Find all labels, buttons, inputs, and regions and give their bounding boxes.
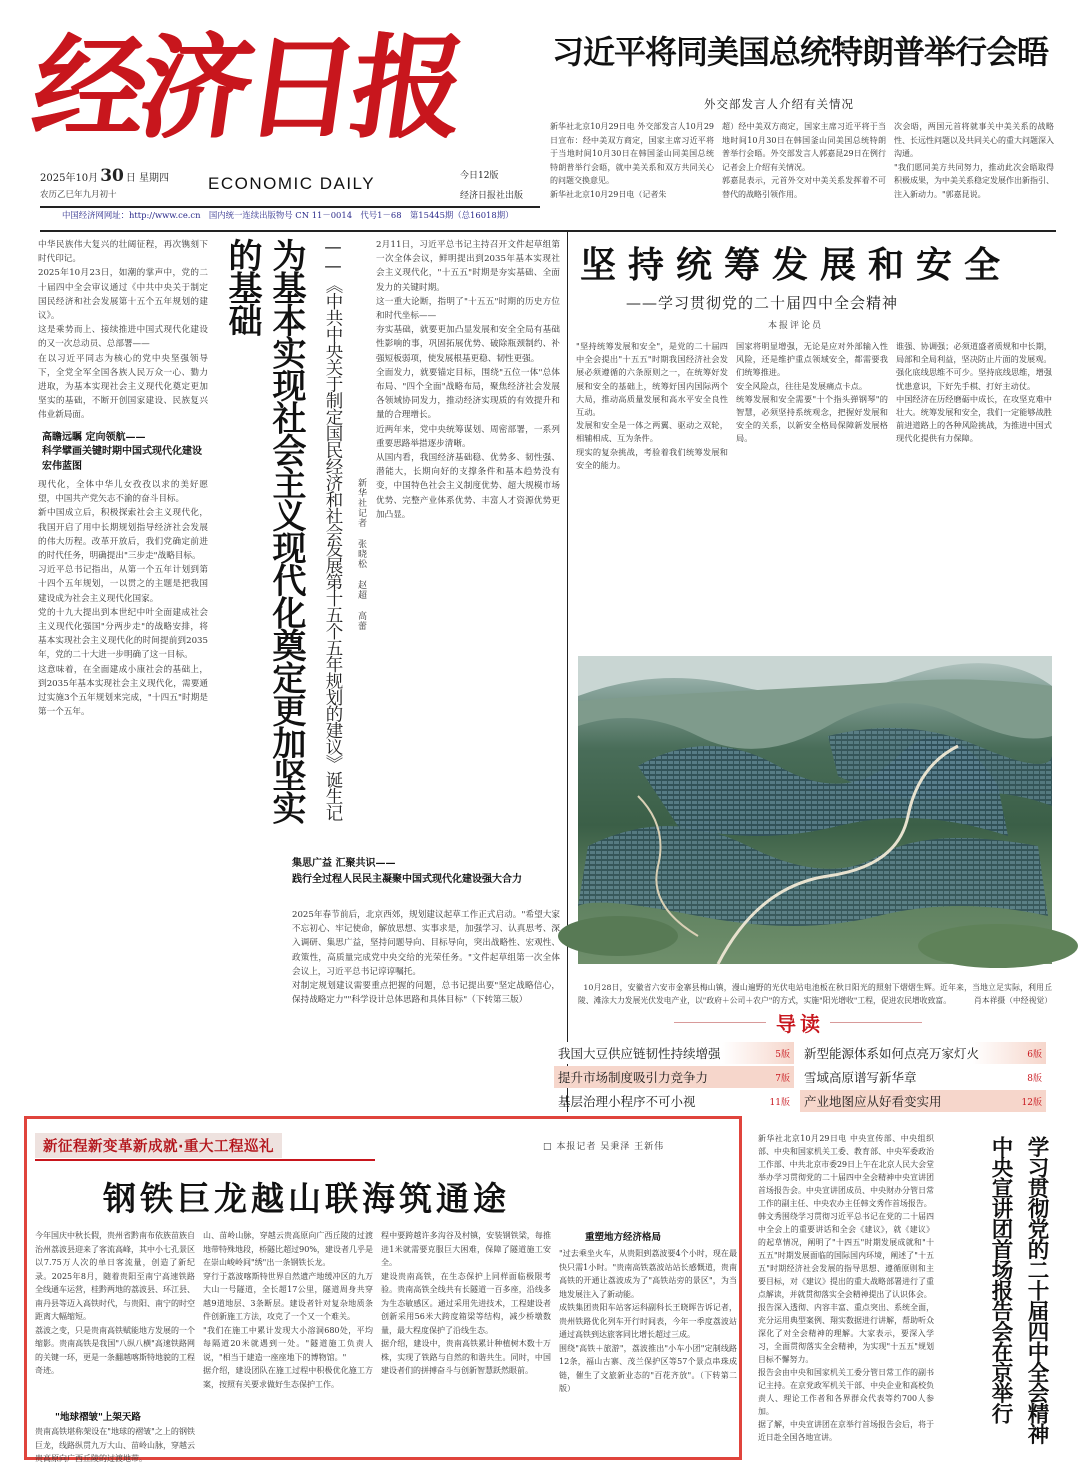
- page-count: 今日12版: [460, 171, 499, 181]
- guide-item[interactable]: 我国大豆供应链韧性持续增强 5版: [554, 1042, 794, 1064]
- report-col1: 新华社北京10月29日电 中央宣传部、中央组织部、中央和国家机关工委、教育部、中央军委政治工作部、中共北京市委29日上午在北京人民大会堂举办学习贯彻党的二十届四中全会精神中央宣讲团首场报告会。中央宣讲团成员、中央财办分管日常工作的副主任、中央农办主任韩文秀作首场报告。 韩文秀围绕学习贯彻习近平总书记在党的二十届四中全会上的重要讲话和全会《建议》，就《建议》的起草情况，阐明了"十四五"时期发展成就和"十五五"时期发展面临的国际国内环境，阐述了"十五五"时期经济社会发展的指导思想、遵循原则和主要目标，对《建议》提出的重大战略部署进行了重点解读，并就贯彻落实全会精神提出了认识体会。 报告深入透彻、内容丰富、重点突出、系统全面，充分运用典型案例、翔实数据进行讲解，帮助听众深化了对全会精神的理解。大家表示，要深入学习，全面贯彻落实全会精神，为实现"十五五"规划目标不懈努力。 报告会由中央和国家机关工委分管日常工作的副书记主持。在京党政军机关干部、中央企业和高校负责人、理论工作者和各界群众代表等约700人参加。 据了解，中央宣讲团在京举行首场报告会后，将于近日赴全国各地宣讲。: [758, 1134, 934, 1442]
- guide-decor: [830, 1022, 922, 1023]
- project-col3: 程中要跨越许多沟谷及村镇，安装钢铁梁，每推进1米就需要克服巨大困难，保障了隧道施工安全。 建设贵南高铁，在生态保护上同样面临极限考验。贵南高铁全线共有长隧道一百多座，沿线多为生态敏感区。通过采用先进技术，工程建设者创新采用56米大跨度箱梁等结构，减少桥墩数量，最大程度保护了沿线生态。 据介绍，建设中，贵南高铁累计种植树木数十万株，实现了铁路与自然的和谐共生。同时，中国建设者们的拼搏奋斗与创新智慧跃然眼前。: [381, 1231, 551, 1375]
- top-story-col2: 超）经中美双方商定，国家主席习近平将于当地时间10月30日在韩国釜山同美国总统特朗普举行会晤。外交部发言人郭嘉昆29日在例行记者会上介绍有关情况。 郭嘉昆表示，元首外交对中美关系发挥着不可替代的战略引领作用。: [722, 122, 886, 199]
- english-name: ECONOMIC DAILY: [208, 174, 376, 193]
- commentary-col2: 国家将明显增强，无论是应对外部输入性风险，还是维护重点领域安全，都需要我们统筹推进。 安全风险点，往往是发展痛点卡点。 统筹发展和安全需要"十个指头弹钢琴"的智慧，必须坚持系统观念，把握好发展和安全的关系，以新安全格局保障新发展格局。: [736, 341, 888, 444]
- project-section1: "地球褶皱"上架天路: [55, 1412, 141, 1423]
- project-headline: 钢铁巨龙越山联海筑通途: [103, 1179, 510, 1218]
- project-col4: "过去乘坐火车，从贵阳到荔波要4个小时，现在最快只需1小时。"贵南高铁荔波站站长感慨道，贵南高铁的开通让荔波成为了"高铁站旁的景区"，为当地发展注入了新动能。 成铁集团贵阳车站客运科副科长王晓晖告诉记者，贵州铁路优化列车开行时间表，今年一季度荔波站通过高铁到达旅客同比增长超过三成。 围绕"高铁＋旅游"，荔波推出"小车小团"定制线路12条，福山古寨、茂兰保护区等57个景点串珠成链，催生了文旅新业态的"百花齐放"。（下转第二版）: [559, 1249, 737, 1393]
- photo-caption: 10月28日，安徽省六安市金寨县梅山镇，漫山遍野的光伏电站电池板在秋日阳光的照射下熠熠生辉。近年来，当地立足实际，利用丘陵、滩涂大力发展光伏发电产业，以"政府＋公司＋农户"的方式，实施"阳光增收"工程，促进农民增收致富。 肖本祥摄（中经视觉）: [578, 983, 1052, 1005]
- lead-headline: 为基本实现社会主义现代化奠定更加坚实的基础: [222, 238, 306, 823]
- lunar-date: 农历乙巳年九月初十: [40, 190, 117, 200]
- lead-feature: [36, 232, 566, 1112]
- info-bar: 中国经济网网址：http://www.ce.cn 国内统一连续出版物号 CN 11－0014 代号1－68 第15445期（总16018期）: [62, 210, 514, 220]
- commentary-headline: 坚持统筹发展和安全: [580, 245, 1013, 286]
- project-col1: 今年国庆中秋长假，贵州省黔南布依族苗族自治州荔波县迎来了客流高峰，其中小七孔景区以7.75万人次的单日客流量，创造了新纪录。2025年8月，随着贵阳至南宁高速铁路全线通车运营，桂黔两地的荔波县、环江县、南丹县等迈入高铁时代，与贵阳、南宁的时空距离大幅缩短。 荔波之变，只是贵南高铁赋能地方发展的一个缩影。贵南高铁是我国"八纵八横"高速铁路网的关键一环，更是一条翻越喀斯特地貌的工程奇迹。: [35, 1231, 195, 1375]
- tag-underline: [35, 1159, 375, 1161]
- top-story: [548, 20, 1056, 220]
- guide-item[interactable]: 产业地图应从好看变实用 12版: [800, 1090, 1046, 1112]
- project-section2: 重塑地方经济格局: [585, 1232, 662, 1243]
- date-line: 2025年10月 30 日 星期四: [40, 166, 170, 186]
- top-story-col1: 新华社北京10月29日电 外交部发言人10月29日宣布：经中美双方商定，国家主席习近平将于当地时间10月30日在韩国釜山同美国总统特朗普举行会晤，就中美关系和双方共同关心的问题交换意见。 新华社北京10月29日电（记者朱: [550, 122, 714, 199]
- commentary-col3: 谁强、协调强；必须道盛者质规和中长期，局部和全局利益，坚决防止片面的发展观。 强化底线思维不可少。坚持底线思维，增强忧患意识，下好先手棋、打好主动仗。 中国经济在历经磨砺中成长，在攻坚克难中壮大。统筹发展和安全，我们一定能够战胜前进道路上的各种风险挑战，为推进中国式现代化提供有力保障。: [896, 341, 1052, 444]
- publisher: 经济日报社出版: [460, 191, 524, 201]
- lead-col2b: 2025年春节前后，北京西郊，规划建议起草工作正式启动。"希望大家不忘初心、牢记使命，解放思想、实事求是，加强学习、认真思考、深入调研、集思广益，坚持问题导向、目标导向，突出战略性、宏观性、政策性，高质量完成党中央交给的光荣任务。"文件起草组第一次全体会议上，习近平总书记谆谆嘱托。 对制定规划建议需要重点把握的问题，总书记提出要"坚定战略信心，保持战略定力""科学设计总体思路和具体目标"（下转第三版）: [292, 910, 560, 1006]
- lead-section2-heading: 集思广益 汇聚共识——: [292, 858, 396, 869]
- solar-farm-photo: [578, 656, 1052, 964]
- lead-col1: 中华民族伟大复兴的壮阔征程，再次镌刻下时代印记。 2025年10月23日，如潮的掌声中，党的二十届四中全会审议通过《中共中央关于制定国民经济和社会发展第十五个五年规划的建议》。 这是乘势而上、接续推进中国式现代化建设的又一次总动员、总部署—— 在以习近平同志为核心的党中央坚强领导下，全党全军全国各族人民万众一心、勠力进取，为基本实现社会主义现代化奠定更加坚实的基础，不断开创国家建设、民族复兴伟业新局面。: [38, 240, 208, 421]
- lead-section1-subheading: 科学擘画关键时期中国式现代化建设宏伟蓝图: [42, 446, 202, 472]
- top-story-headline: 习近平将同美国总统特朗普举行会晤: [552, 33, 1049, 71]
- project-col1b: 贵南高铁堪称架设在"地球的褶皱"之上的钢铁巨龙，线路纵贯九万大山、苗岭山脉，穿越云贵高原向广西丘陵的过渡地带。: [35, 1427, 195, 1463]
- major-project-feature: [24, 1116, 742, 1463]
- guide-item[interactable]: 新型能源体系如何点亮万家灯火 6版: [800, 1042, 1046, 1064]
- lead-section1-heading: 高瞻远瞩 定向领航——: [42, 432, 146, 443]
- report-story: [756, 1122, 1056, 1462]
- guide-title: 导读: [776, 1012, 824, 1036]
- project-byline: □ 本报记者 吴秉泽 王新伟: [543, 1142, 665, 1152]
- guide-item[interactable]: 提升市场制度吸引力竞争力 7版: [554, 1066, 794, 1088]
- guide-item[interactable]: 雪域高原谱写新华章 8版: [804, 1070, 1042, 1085]
- commentary-subheadline: ——学习贯彻党的二十届四中全会精神: [626, 294, 899, 312]
- project-col2: 山、苗岭山脉，穿越云贵高原向广西丘陵的过渡地带特殊地段，桥隧比超过90%，建设者几乎是在崇山峻岭间"绣"出一条钢铁长龙。 穿行于荔波喀斯特世界自然遗产地缓冲区的九万大山一号隧道，全长超17公里，隧道周身共穿越9道地层、3条断层。建设者针对复杂地质条件创新施工方法，攻克了一个又一个难关。 "我们在施工中累计发现大小溶洞680处，平均每隔道20米就遇到一处。"隧道施工负责人说，"相当于建造一座座地下的博物馆。" 据介绍，建设团队在施工过程中积极优化施工方案，按照有关要求做好生态保护工作。: [203, 1231, 373, 1389]
- lead-byline: 新华社记者 张晓松 赵超 高蕾: [356, 478, 366, 631]
- top-story-col3: 次会晤，两国元首将就事关中美关系的战略性、长远性问题以及共同关心的重大问题深入沟通。 "我们愿同美方共同努力，推动此次会晤取得积极成果，为中美关系稳定发展作出新指引、注入新动力。"郭嘉昆说。: [894, 122, 1054, 199]
- commentary-byline: 本报评论员: [768, 321, 824, 331]
- guide-item[interactable]: 基层治理小程序不可小视 11版: [558, 1094, 790, 1109]
- lead-subheadline: ——《中共中央关于制定国民经济和社会发展第十五个五年规划的建议》诞生记: [323, 238, 343, 821]
- commentary: [572, 232, 1056, 650]
- newspaper-logo: 经济日报: [24, 23, 468, 154]
- commentary-col1: "坚持统筹发展和安全"，是党的二十届四中全会提出"十五五"时期我国经济社会发展必须遵循的六条原则之一，在统筹好发展和安全的基础上，统筹好国内国际两个大局，推动高质量发展和高水平安全良性互动。 发展和安全是一体之两翼、驱动之双轮，相辅相成、互为条件。 现实的复杂挑战，考验着我们统筹发展和安全的能力。: [576, 341, 728, 470]
- guide-box: [554, 1008, 1054, 1116]
- report-headline: 学习贯彻党的二十届四中全会精神 中央宣讲团首场报告会在京举行: [988, 1136, 1049, 1444]
- lead-col1b: 现代化，全体中华儿女孜孜以求的美好愿望，中国共产党矢志不渝的奋斗目标。 新中国成立后，积极探索社会主义现代化，我国开启了用中长期规划指导经济社会发展的伟大历程。改革开放后，我们党确定前进的时代任务，明确提出"三步走"战略目标。 习近平总书记指出，从第一个五年计划到第十四个五年规划，一以贯之的主题是把我国建设成为社会主义现代化国家。 党的十九大提出到本世纪中叶全面建成社会主义现代化强国"分两步走"的战略安排，将基本实现社会主义现代化的时间提前到2035年，党的二十大进一步明确了这一目标。 这意味着，在全面建成小康社会的基础上，到2035年基本实现社会主义现代化，需要通过实施3个五年规划来完成，"十四五"时期是第一个五年。: [38, 480, 208, 718]
- top-story-subheadline: 外交部发言人介绍有关情况: [704, 97, 854, 111]
- lead-col2: 2月11日，习近平总书记主持召开文件起草组第一次全体会议，鲜明提出到2035年基本实现社会主义现代化，"十五五"时期是夯实基础、全面发力的关键时期。 这一重大论断，指明了"十五五"时期的历史方位和时代坐标—— 夯实基础，就要更加凸显发展和安全全局有基础性影响的事，巩固拓展优势、破除瓶颈制约、补强短板弱项，使发展根基更稳、韧性更强。 全面发力，就要锚定目标，围绕"五位一体"总体布局、"四个全面"战略布局，聚焦经济社会发展各领域协同发力，推动经济实现质的有效提升和量的合理增长。 近两年来，党中央统筹谋划、周密部署，一系列重要思路举措逐步清晰。 从国内看，我国经济基础稳、优势多、韧性强、潜能大，长期向好的支撑条件和基本趋势没有变，中国特色社会主义制度优势、超大规模市场优势、完整产业体系优势、丰富人才资源优势更加凸显。: [376, 240, 560, 520]
- project-tag: 新征程新变革新成就·重大工程巡礼: [35, 1133, 282, 1158]
- guide-decor: [674, 1022, 766, 1023]
- lead-section2-subheading: 践行全过程人民民主凝聚中国式现代化建设强大合力: [292, 874, 522, 885]
